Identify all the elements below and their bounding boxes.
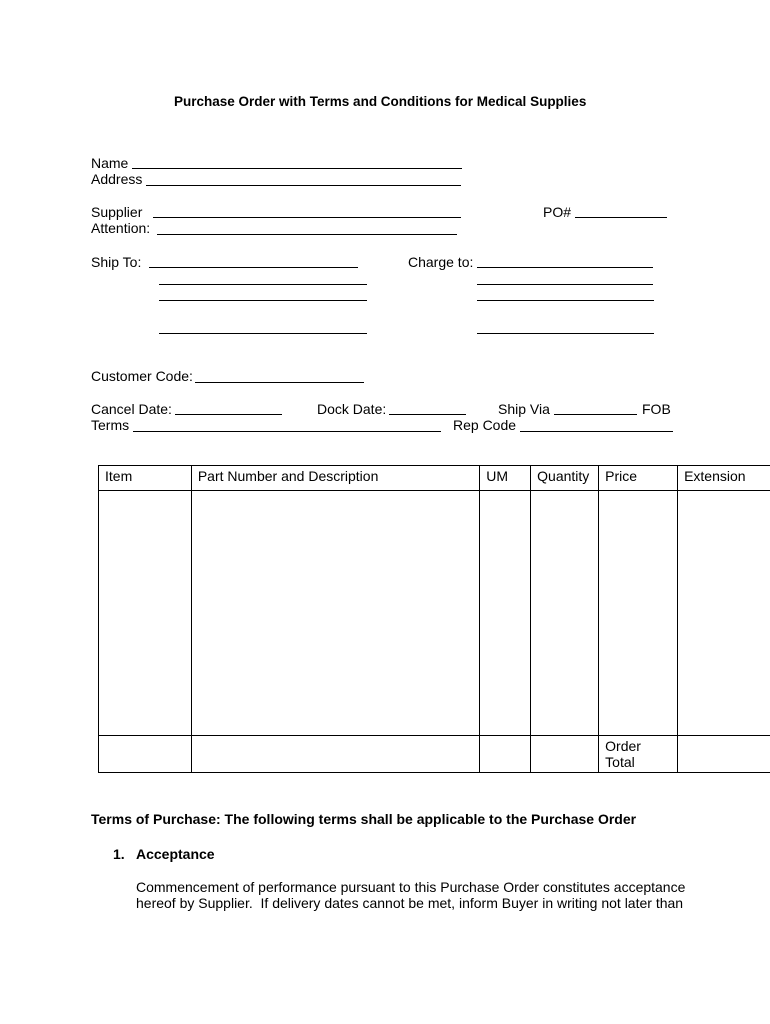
supplier-field[interactable] <box>153 217 461 218</box>
name-field[interactable] <box>132 168 462 169</box>
section-heading: Acceptance <box>136 846 215 862</box>
dock-date-label: Dock Date: <box>317 401 387 417</box>
terms-label: Terms <box>91 417 130 433</box>
address-field[interactable] <box>146 185 461 186</box>
supplier-label: Supplier <box>91 204 143 220</box>
ship-to-label: Ship To: <box>91 254 142 270</box>
dock-date-field[interactable] <box>389 414 466 415</box>
ship-to-field-4[interactable] <box>159 333 367 334</box>
ship-to-field-2[interactable] <box>159 284 367 285</box>
header-price: Price <box>599 466 678 491</box>
section-number: 1. <box>113 846 125 862</box>
order-total-label <box>599 736 678 773</box>
item-cell[interactable] <box>99 491 192 736</box>
ship-to-field-3[interactable] <box>159 300 367 301</box>
total-um-cell <box>480 736 531 773</box>
attention-label: Attention: <box>91 220 151 236</box>
order-total-line1: Order <box>605 738 641 754</box>
fob-label: FOB <box>642 401 671 417</box>
charge-to-field-4[interactable] <box>477 333 654 334</box>
rep-code-label: Rep Code <box>453 417 517 433</box>
order-table <box>98 465 770 773</box>
ship-to-field-1[interactable] <box>149 267 358 268</box>
section-text-line-1: Commencement of performance pursuant to this Purchase Order constitutes acceptance <box>136 879 686 895</box>
charge-to-field-1[interactable] <box>477 267 653 268</box>
total-quantity-cell <box>531 736 599 773</box>
name-label: Name <box>91 155 129 171</box>
header-item: Item <box>99 466 192 491</box>
terms-field[interactable] <box>133 431 441 432</box>
header-quantity: Quantity <box>531 466 599 491</box>
cancel-date-label: Cancel Date: <box>91 401 172 417</box>
description-cell[interactable] <box>191 491 479 736</box>
charge-to-field-2[interactable] <box>477 284 653 285</box>
rep-code-field[interactable] <box>520 431 673 432</box>
attention-field[interactable] <box>157 234 457 235</box>
cancel-date-field[interactable] <box>175 414 282 415</box>
terms-heading: Terms of Purchase: The following terms shall be applicable to the Purchase Order <box>91 811 637 827</box>
total-row <box>99 736 770 773</box>
order-total-value[interactable] <box>678 736 770 773</box>
charge-to-field-3[interactable] <box>477 300 654 301</box>
address-label: Address <box>91 171 143 187</box>
page-title: Purchase Order with Terms and Conditions for Medical Supplies <box>174 94 587 109</box>
order-total-line2: Total <box>605 754 635 770</box>
total-description-cell <box>191 736 479 773</box>
header-um: UM <box>480 466 531 491</box>
ship-via-field[interactable] <box>554 414 637 415</box>
quantity-cell[interactable] <box>531 491 599 736</box>
price-cell[interactable] <box>599 491 678 736</box>
customer-code-field[interactable] <box>195 382 364 383</box>
total-item-cell <box>99 736 192 773</box>
table-row <box>99 491 770 736</box>
ship-via-label: Ship Via <box>498 401 550 417</box>
po-field[interactable] <box>575 217 667 218</box>
header-part-number: Part Number and Description <box>191 466 479 491</box>
header-extension: Extension <box>678 466 770 491</box>
section-text-line-2: hereof by Supplier. If delivery dates cannot be met, inform Buyer in writing not later than <box>136 895 684 911</box>
customer-code-label: Customer Code: <box>91 368 193 384</box>
charge-to-label: Charge to: <box>408 254 474 270</box>
extension-cell[interactable] <box>678 491 770 736</box>
po-label: PO# <box>543 204 572 220</box>
um-cell[interactable] <box>480 491 531 736</box>
